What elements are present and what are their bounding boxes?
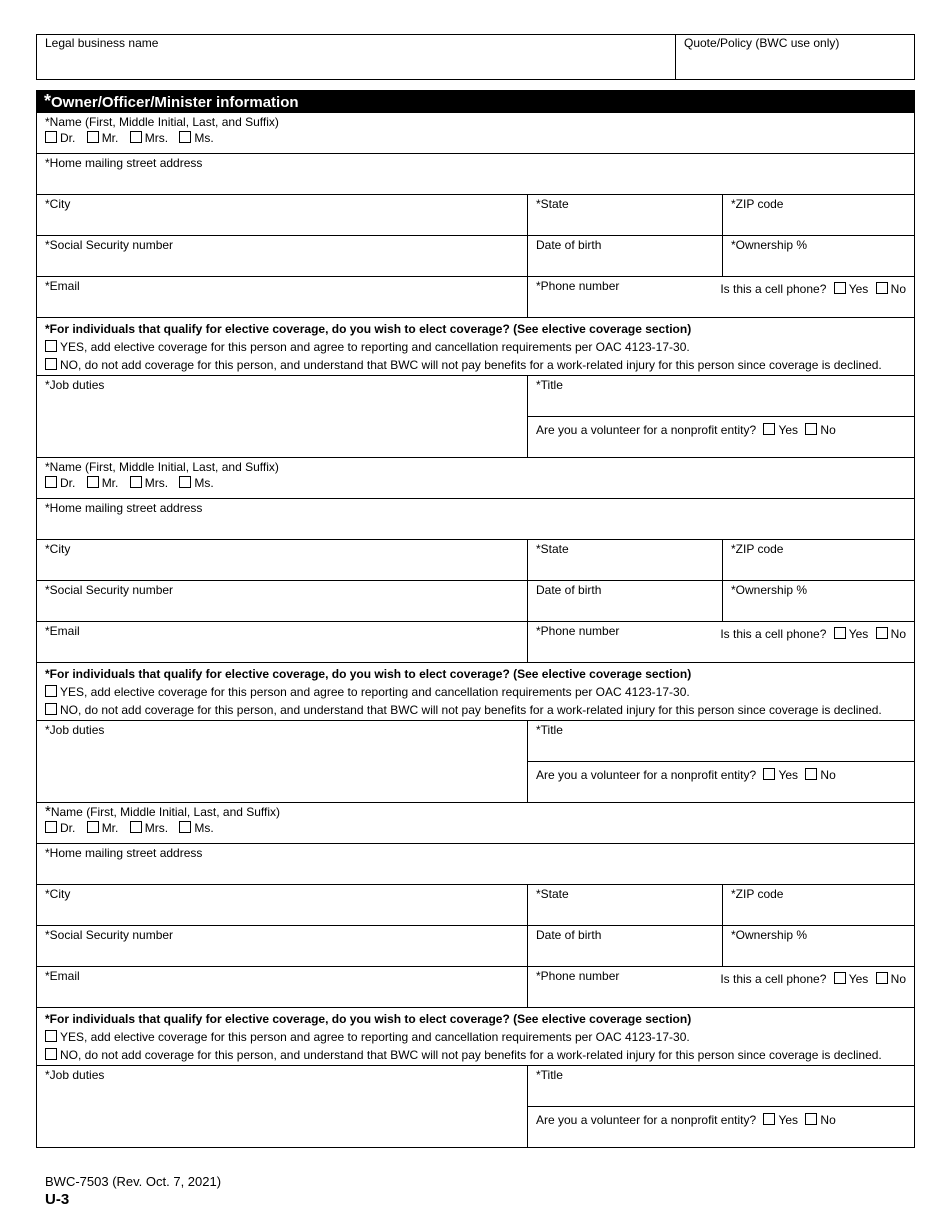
ownership-field[interactable] (723, 926, 914, 966)
checkbox-mrs[interactable] (130, 131, 142, 143)
required-star: * (44, 91, 52, 111)
job-duties-label: *Job duties (45, 378, 105, 392)
city-label: *City (45, 197, 71, 211)
job-row (37, 376, 914, 458)
elective-coverage-row (37, 1008, 914, 1066)
state-label: *State (536, 197, 569, 211)
cell-phone-question (720, 623, 906, 661)
home-address-field[interactable] (37, 499, 914, 539)
cell-yes-label: Yes (848, 627, 869, 641)
elect-no-label: NO, do not add coverage for this person, and understand that BWC will not pay benefits for a work-related injury for this person since coverage is declined. (60, 703, 882, 717)
owner-form (36, 113, 915, 1148)
checkbox-mrs[interactable] (130, 821, 142, 833)
name-label: *Name (First, Middle Initial, Last, and Suffix) (45, 115, 279, 129)
checkbox-mr[interactable] (87, 476, 99, 488)
name-row (37, 803, 914, 844)
page-number: U-3 (45, 1191, 70, 1208)
phone-field[interactable] (528, 967, 914, 1007)
email-label: *Email (45, 624, 80, 638)
volunteer-no-label: No (820, 768, 836, 782)
elective-coverage-row (37, 318, 914, 376)
elective-coverage-row (37, 663, 914, 721)
title-field[interactable] (528, 721, 914, 762)
ssn-label: *Social Security number (45, 583, 174, 597)
zip-label: *ZIP code (731, 197, 784, 211)
home-address-field[interactable] (37, 844, 914, 884)
ssn-row (37, 581, 914, 622)
quote-policy-field[interactable] (676, 35, 914, 79)
dob-field[interactable] (528, 926, 723, 966)
title-field[interactable] (528, 376, 914, 417)
phone-field[interactable] (528, 277, 914, 317)
checkbox-ms[interactable] (179, 476, 191, 488)
job-duties-field[interactable] (37, 1066, 528, 1147)
salutation-dr: Dr. (60, 476, 76, 490)
ownership-label: *Ownership % (731, 928, 808, 942)
salutation-group (45, 130, 906, 146)
home-address-label: *Home mailing street address (45, 846, 203, 860)
dob-field[interactable] (528, 581, 723, 621)
volunteer-no-checkbox[interactable] (805, 1113, 817, 1125)
dob-label: Date of birth (536, 928, 602, 942)
elective-question: *For individuals that qualify for elective coverage, do you wish to elect coverage? (See elective coverage section) (45, 322, 692, 336)
volunteer-question (528, 1107, 914, 1147)
elect-yes-label: YES, add elective coverage for this person and agree to reporting and cancellation requirements per OAC 4123-17-30. (60, 685, 690, 699)
elect-no-checkbox[interactable] (45, 358, 57, 370)
checkbox-dr[interactable] (45, 476, 57, 488)
city-field[interactable] (37, 195, 528, 235)
volunteer-no-checkbox[interactable] (805, 423, 817, 435)
elective-coverage-block (37, 318, 914, 375)
checkbox-dr[interactable] (45, 821, 57, 833)
volunteer-yes-label: Yes (778, 423, 799, 437)
ssn-field[interactable] (37, 926, 528, 966)
checkbox-mrs[interactable] (130, 476, 142, 488)
section-header (36, 90, 915, 113)
title-field[interactable] (528, 1066, 914, 1107)
cell-phone-question (720, 278, 906, 316)
city-row (37, 885, 914, 926)
elect-no-label: NO, do not add coverage for this person, and understand that BWC will not pay benefits for a work-related injury for this person since coverage is declined. (60, 1048, 882, 1062)
volunteer-yes-label: Yes (778, 768, 799, 782)
volunteer-yes-checkbox[interactable] (763, 768, 775, 780)
job-row (37, 1066, 914, 1148)
salutation-ms: Ms. (194, 476, 214, 490)
dob-label: Date of birth (536, 238, 602, 252)
cell-phone-label: Is this a cell phone? (720, 627, 827, 641)
cell-no-checkbox[interactable] (876, 972, 888, 984)
cell-phone-question (720, 968, 906, 1006)
elect-yes-checkbox[interactable] (45, 685, 57, 697)
volunteer-question (528, 762, 914, 802)
volunteer-yes-checkbox[interactable] (763, 1113, 775, 1125)
elect-no-checkbox[interactable] (45, 703, 57, 715)
elect-no-checkbox[interactable] (45, 1048, 57, 1060)
state-field[interactable] (528, 195, 723, 235)
email-row (37, 622, 914, 663)
ssn-label: *Social Security number (45, 238, 174, 252)
email-field[interactable] (37, 967, 528, 1007)
title-label: *Title (536, 1068, 563, 1082)
volunteer-no-label: No (820, 1113, 836, 1127)
quote-policy-label: Quote/Policy (BWC use only) (684, 36, 840, 50)
home-address-label: *Home mailing street address (45, 156, 203, 170)
email-row (37, 277, 914, 318)
salutation-mrs: Mrs. (144, 476, 169, 490)
name-field[interactable] (37, 113, 914, 153)
city-label: *City (45, 887, 71, 901)
email-label: *Email (45, 969, 80, 983)
title-label: *Title (536, 378, 563, 392)
state-label: *State (536, 887, 569, 901)
phone-label: *Phone number (536, 624, 620, 638)
job-row (37, 721, 914, 803)
legal-business-name-field[interactable] (37, 35, 676, 79)
city-field[interactable] (37, 885, 528, 925)
volunteer-label: Are you a volunteer for a nonprofit entity? (536, 1113, 757, 1127)
address-row (37, 499, 914, 540)
ssn-label: *Social Security number (45, 928, 174, 942)
salutation-dr: Dr. (60, 131, 76, 145)
checkbox-mr[interactable] (87, 131, 99, 143)
salutation-mr: Mr. (101, 131, 119, 145)
salutation-dr: Dr. (60, 821, 76, 835)
checkbox-dr[interactable] (45, 131, 57, 143)
name-label: Name (First, Middle Initial, Last, and Suffix) (50, 805, 281, 819)
cell-yes-label: Yes (848, 282, 869, 296)
email-row (37, 967, 914, 1008)
elect-yes-checkbox[interactable] (45, 340, 57, 352)
job-duties-label: *Job duties (45, 1068, 105, 1082)
email-label: *Email (45, 279, 80, 293)
ownership-field[interactable] (723, 581, 914, 621)
elective-coverage-block (37, 1008, 914, 1065)
ownership-label: *Ownership % (731, 238, 808, 252)
cell-no-checkbox[interactable] (876, 282, 888, 294)
elective-question: *For individuals that qualify for elective coverage, do you wish to elect coverage? (See elective coverage section) (45, 667, 692, 681)
ownership-field[interactable] (723, 236, 914, 276)
city-field[interactable] (37, 540, 528, 580)
volunteer-no-label: No (820, 423, 836, 437)
checkbox-mr[interactable] (87, 821, 99, 833)
phone-label: *Phone number (536, 279, 620, 293)
required-star: * (45, 803, 51, 820)
cell-yes-label: Yes (848, 972, 869, 986)
cell-yes-checkbox[interactable] (834, 282, 846, 294)
elective-coverage-block (37, 663, 914, 720)
elective-question: *For individuals that qualify for elective coverage, do you wish to elect coverage? (See elective coverage section) (45, 1012, 692, 1026)
cell-no-label: No (890, 972, 906, 986)
city-row (37, 540, 914, 581)
checkbox-ms[interactable] (179, 821, 191, 833)
name-field[interactable] (37, 458, 914, 498)
volunteer-no-checkbox[interactable] (805, 768, 817, 780)
name-row (37, 458, 914, 499)
phone-field[interactable] (528, 622, 914, 662)
cell-yes-checkbox[interactable] (834, 627, 846, 639)
ssn-row (37, 236, 914, 277)
phone-label: *Phone number (536, 969, 620, 983)
elect-yes-label: YES, add elective coverage for this person and agree to reporting and cancellation requirements per OAC 4123-17-30. (60, 340, 690, 354)
state-label: *State (536, 542, 569, 556)
dob-label: Date of birth (536, 583, 602, 597)
job-duties-field[interactable] (37, 376, 528, 457)
volunteer-label: Are you a volunteer for a nonprofit entity? (536, 768, 757, 782)
form-number: BWC-7503 (Rev. Oct. 7, 2021) (45, 1174, 222, 1189)
zip-field[interactable] (723, 885, 914, 925)
salutation-mrs: Mrs. (144, 821, 169, 835)
salutation-ms: Ms. (194, 821, 214, 835)
cell-no-label: No (890, 627, 906, 641)
zip-field[interactable] (723, 195, 914, 235)
salutation-mr: Mr. (101, 821, 119, 835)
name-row (37, 113, 914, 154)
cell-phone-label: Is this a cell phone? (720, 282, 827, 296)
salutation-mrs: Mrs. (144, 131, 169, 145)
job-duties-field[interactable] (37, 721, 528, 802)
title-label: *Title (536, 723, 563, 737)
elect-yes-checkbox[interactable] (45, 1030, 57, 1042)
city-row (37, 195, 914, 236)
state-field[interactable] (528, 885, 723, 925)
email-field[interactable] (37, 622, 528, 662)
volunteer-yes-label: Yes (778, 1113, 799, 1127)
home-address-field[interactable] (37, 154, 914, 194)
cell-no-checkbox[interactable] (876, 627, 888, 639)
email-field[interactable] (37, 277, 528, 317)
city-label: *City (45, 542, 71, 556)
state-field[interactable] (528, 540, 723, 580)
cell-yes-checkbox[interactable] (834, 972, 846, 984)
cell-phone-label: Is this a cell phone? (720, 972, 827, 986)
page-footer (45, 1174, 221, 1208)
name-label: *Name (First, Middle Initial, Last, and Suffix) (45, 460, 279, 474)
salutation-group (45, 820, 906, 836)
zip-field[interactable] (723, 540, 914, 580)
cell-no-label: No (890, 282, 906, 296)
ownership-label: *Ownership % (731, 583, 808, 597)
volunteer-yes-checkbox[interactable] (763, 423, 775, 435)
elect-yes-label: YES, add elective coverage for this person and agree to reporting and cancellation requirements per OAC 4123-17-30. (60, 1030, 690, 1044)
salutation-mr: Mr. (101, 476, 119, 490)
address-row (37, 154, 914, 195)
zip-label: *ZIP code (731, 542, 784, 556)
ssn-row (37, 926, 914, 967)
volunteer-question (528, 417, 914, 457)
section-title: Owner/Officer/Minister information (51, 94, 299, 111)
salutation-ms: Ms. (194, 131, 214, 145)
salutation-group (45, 475, 906, 491)
name-field[interactable] (37, 803, 914, 843)
address-row (37, 844, 914, 885)
legal-business-name-label: Legal business name (45, 36, 159, 50)
dob-field[interactable] (528, 236, 723, 276)
ssn-field[interactable] (37, 236, 528, 276)
job-duties-label: *Job duties (45, 723, 105, 737)
volunteer-label: Are you a volunteer for a nonprofit entity? (536, 423, 757, 437)
ssn-field[interactable] (37, 581, 528, 621)
business-info-box (36, 34, 915, 80)
checkbox-ms[interactable] (179, 131, 191, 143)
zip-label: *ZIP code (731, 887, 784, 901)
home-address-label: *Home mailing street address (45, 501, 203, 515)
elect-no-label: NO, do not add coverage for this person, and understand that BWC will not pay benefits for a work-related injury for this person since coverage is declined. (60, 358, 882, 372)
